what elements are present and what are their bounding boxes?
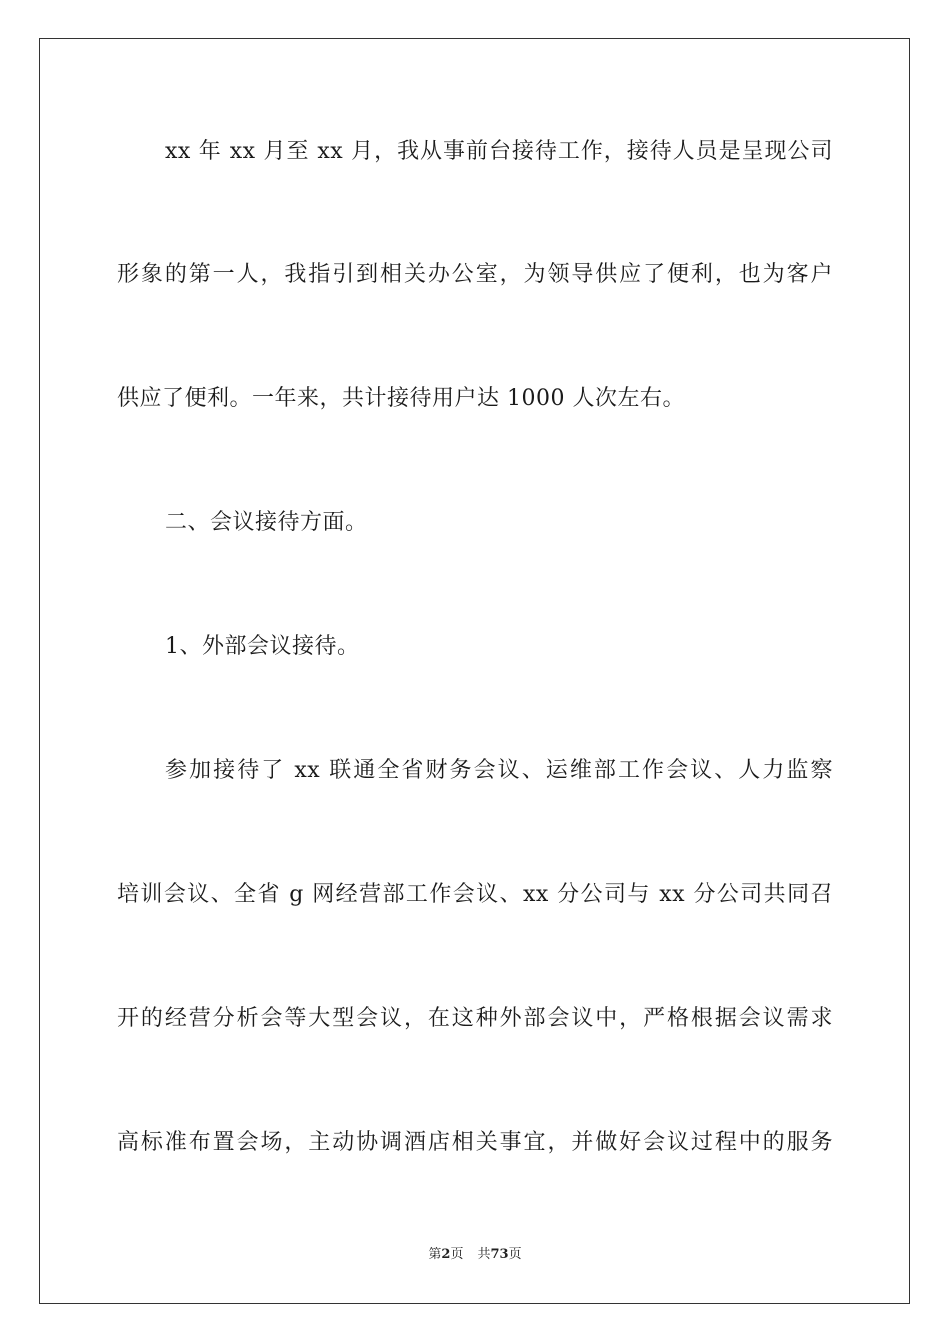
paragraph-line-9: 高标准布置会场，主动协调酒店相关事宜，并做好会议过程中的服务: [117, 1130, 833, 1155]
paragraph-line-2: 形象的第一人，我指引到相关办公室，为领导供应了便利，也为客户: [117, 262, 833, 287]
paragraph-line-6: 参加接待了 xx 联通全省财务会议、运维部工作会议、人力监察: [165, 758, 833, 783]
page-border: [39, 38, 910, 1304]
paragraph-line-7: 培训会议、全省 g 网经营部工作会议、xx 分公司与 xx 分公司共同召: [117, 882, 833, 907]
footer-page-prefix: 第: [428, 1247, 442, 1262]
footer-total-suffix: 页: [508, 1247, 522, 1262]
footer-total-pages: 73: [490, 1247, 509, 1262]
footer-total-prefix: 共: [477, 1247, 491, 1262]
footer-page-number: 2: [441, 1247, 451, 1262]
paragraph-line-8: 开的经营分析会等大型会议，在这种外部会议中，严格根据会议需求: [117, 1006, 833, 1031]
paragraph-line-1: xx 年 xx 月至 xx 月，我从事前台接待工作，接待人员是呈现公司: [165, 139, 833, 164]
paragraph-line-3: 供应了便利。一年来，共计接待用户达 1000 人次左右。: [117, 386, 685, 411]
page-footer: [0, 1246, 950, 1264]
section-heading: 二、会议接待方面。: [165, 510, 368, 535]
subsection-heading: 1、外部会议接待。: [165, 634, 360, 659]
footer-page-suffix: 页: [450, 1247, 464, 1262]
